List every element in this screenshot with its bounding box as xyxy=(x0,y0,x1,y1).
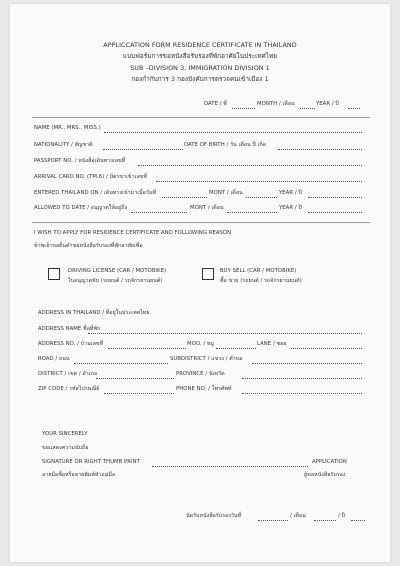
moo-field[interactable] xyxy=(216,348,256,349)
application-label-th: ผู้ขอหนังสือรับรอง xyxy=(304,472,346,478)
date-field[interactable] xyxy=(232,108,255,109)
sincerely-en: YOUR SINCERELY xyxy=(42,431,88,437)
received-month-label: / เดือน xyxy=(290,513,306,519)
subdistrict-label: SUBDISTRICT / แขวง / ตำบล xyxy=(170,356,243,362)
province-label: PROVINCE / จังหวัด xyxy=(176,371,225,377)
address-no-label: ADDRESS NO. / บ้านเลขที่ xyxy=(38,341,104,347)
arrival-card-label: ARRIVAL CARD NO. (TM.6) / บัตรขาเข้าเลขที่ xyxy=(34,174,147,180)
entered-date-field[interactable] xyxy=(162,197,207,198)
received-label: นัดรับหนังสือรับรองวันที่ xyxy=(186,513,242,519)
entered-month-label: MONT / เดือน xyxy=(209,190,243,196)
application-label-en: APPLICATION xyxy=(312,459,347,465)
signature-label-th: ลายมือชื่อหรือลายพิมพ์หัวแม่มือ xyxy=(42,472,116,478)
name-label: NAME (MR., MRS., MISS.) xyxy=(34,125,101,131)
address-no-field[interactable] xyxy=(108,348,186,349)
allowed-to-label: ALLOWED TO DATE / อนุญาตให้อยู่ถึง xyxy=(34,205,128,211)
driving-license-label-th: ใบอนุญาตขับ (รถยนต์ / รถจักรยานยนต์) xyxy=(68,278,163,284)
district-label: DISTRICT / เขต / อำเภอ xyxy=(38,371,98,377)
allowed-year-field[interactable] xyxy=(308,212,362,213)
allowed-date-field[interactable] xyxy=(131,212,187,213)
zip-field[interactable] xyxy=(104,393,174,394)
passport-label: PASSPORT NO. / หนังสือเดินทางเลขที่ xyxy=(34,158,126,164)
received-month-field[interactable] xyxy=(314,520,336,521)
arrival-card-field[interactable] xyxy=(156,181,362,182)
nationality-field[interactable] xyxy=(103,149,183,150)
district-field[interactable] xyxy=(96,378,174,379)
year-label: YEAR / ปี xyxy=(316,101,339,107)
month-label: MONTH / เดือน xyxy=(257,101,295,107)
driving-license-checkbox[interactable] xyxy=(48,268,60,280)
reason-intro-en: I WISH TO APPLY FOR RESIDENCE CERTIFICATE AND FOLLOWING REASON xyxy=(34,230,232,236)
allowed-year-label: YEAR / ปี xyxy=(279,205,302,211)
received-year-field[interactable] xyxy=(351,520,365,521)
address-name-label: ADDRESS NAME ชื่อที่พัก xyxy=(38,326,101,332)
sincerely-th: ขอแสดงความนับถือ xyxy=(42,445,89,451)
signature-label-en: SIGNATURE OR RIGHT THUMB PRINT xyxy=(42,459,140,465)
form-title-en: APPLICCATION FORM RESIDENCE CERTIFICATE IN THAILAND xyxy=(103,41,297,49)
form-subtitle-en: SUB –DIVISION 3, IMMIGRATION DIVISION 1 xyxy=(130,64,270,72)
entered-year-label: YEAR / ปี xyxy=(279,190,302,196)
entered-year-field[interactable] xyxy=(308,197,362,198)
dob-label: DATE OF BIRTH / วัน เดือน ปี เกิด xyxy=(184,142,267,148)
lane-field[interactable] xyxy=(291,348,362,349)
buy-sell-checkbox[interactable] xyxy=(202,268,214,280)
date-label: DATE / ที่ xyxy=(204,101,227,107)
subdistrict-field[interactable] xyxy=(252,363,362,364)
received-date-field[interactable] xyxy=(258,520,288,521)
section-divider xyxy=(32,222,370,223)
entered-on-label: ENTERED THAILAND ON / เดินทางเข้ามาเมื่อวันที่ xyxy=(34,190,157,196)
province-field[interactable] xyxy=(242,378,362,379)
name-field[interactable] xyxy=(104,132,362,133)
zip-label: ZIP CODE / รหัสไปรษณีย์ xyxy=(38,386,100,392)
road-field[interactable] xyxy=(74,363,168,364)
buy-sell-label-en: BUY SELL (CAR / MOTOBIKE) xyxy=(220,268,297,274)
phone-label: PHONE NO. / โทรศัพท์ xyxy=(176,386,232,392)
month-field[interactable] xyxy=(300,108,315,109)
nationality-label: NATIONALITY / สัญชาติ xyxy=(34,142,93,148)
received-year-label: / ปี xyxy=(338,513,345,519)
reason-intro-th: ข้าพเจ้าขอยื่นคำขอหนังสือรับรองที่พักอาศัยเพื่อ xyxy=(34,243,143,249)
phone-field[interactable] xyxy=(242,393,362,394)
address-name-field[interactable] xyxy=(88,333,362,334)
allowed-month-label: MONT / เดือน xyxy=(190,205,224,211)
lane-label: LANE / ซอย xyxy=(257,341,287,347)
driving-license-label-en: DRIVING LICENSE (CAR / MOTOBIKE) xyxy=(68,268,167,274)
year-field[interactable] xyxy=(348,108,360,109)
dob-field[interactable] xyxy=(278,149,362,150)
form-title-th: แบบฟอร์มการขอหนังสือรับรองที่พักอาศัยในประเทศไทย xyxy=(122,52,278,60)
road-label: ROAD / ถนน xyxy=(38,356,70,362)
allowed-month-field[interactable] xyxy=(227,212,277,213)
passport-field[interactable] xyxy=(138,165,362,166)
signature-field[interactable] xyxy=(152,466,308,467)
form-subtitle-th: กองกำกับการ 3 กองบังคับการตรวจคนเข้าเมือง 1 xyxy=(131,75,269,83)
section-divider xyxy=(32,117,370,118)
address-heading: ADDRESS IN THAILAND / ที่อยู่ในประเทศไทย xyxy=(38,310,150,316)
application-form-page xyxy=(10,4,390,562)
buy-sell-label-th: ซื้อ ขาย (รถยนต์ / รถจักรยานยนต์) xyxy=(220,278,302,284)
moo-label: MOO. / หมู่ xyxy=(187,341,214,347)
entered-month-field[interactable] xyxy=(246,197,277,198)
